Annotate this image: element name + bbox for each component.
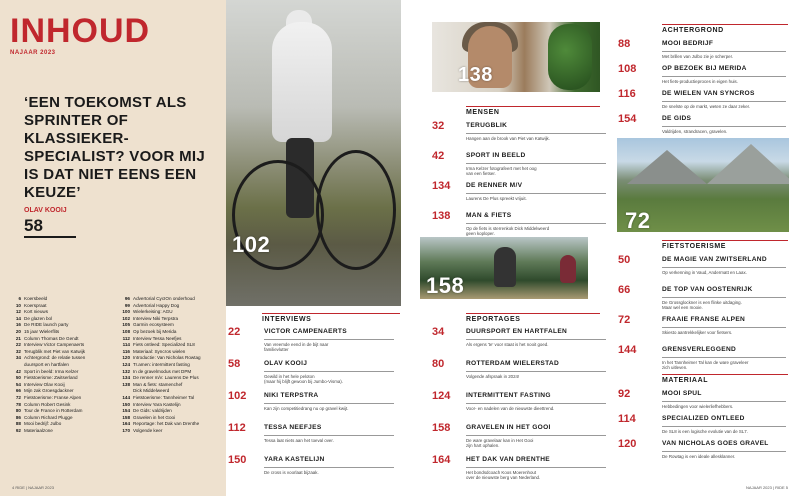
index-row: [10, 415, 111, 422]
cyclist-photo: [226, 0, 401, 306]
index-title: Column Robert Gesink: [24, 401, 71, 407]
toc-description: [466, 339, 606, 347]
index-page-number: 150: [122, 401, 130, 407]
index-page-number: 92: [15, 427, 21, 433]
index-page-number: 86: [15, 414, 21, 420]
toc-page-number: 80: [432, 358, 445, 370]
footer-left: 4 RIDE | NAJAAR 2023: [12, 485, 54, 490]
index-row: [10, 309, 111, 316]
toc-page-number: 124: [432, 390, 451, 402]
index-page-number: 14: [15, 315, 21, 321]
toc-description-line: Hangen aan de brook van Piet van Katwijk.: [466, 135, 550, 141]
index-page-number: 12: [15, 309, 21, 315]
index-page-number: 22: [15, 342, 21, 348]
toc-page-number: 66: [618, 284, 631, 296]
index-page-number: 96: [124, 296, 130, 301]
index-title: Tr.amen: intermittent fasting: [133, 361, 190, 367]
toc-entry: [432, 180, 602, 204]
toc-description-line: Volgende afspraak in 2024!: [466, 373, 520, 379]
index-page-number: [119, 388, 133, 395]
toc-entry: [618, 344, 788, 371]
index-page-number: 54: [15, 381, 21, 387]
index-row: [10, 375, 111, 382]
toc-headline: NIKI TERPSTRA: [264, 392, 319, 399]
index-page-number: 154: [122, 408, 130, 414]
toc-description-line: De SL8 is een logische evolutie van de SL7.: [662, 428, 748, 434]
index-row: [119, 382, 220, 389]
toc-description: [466, 371, 606, 379]
index-title: Fietstoerisme: Franse Alpen: [24, 394, 82, 400]
toc-headline: MOOI SPUL: [662, 390, 702, 397]
index-row: [119, 402, 220, 409]
index-title: Column Thomas De Gendt: [24, 335, 79, 341]
index-page-number: 42: [15, 368, 21, 374]
index-page-number: 132: [122, 368, 130, 374]
index-page-number: 144: [122, 394, 130, 400]
index-row: [119, 303, 220, 310]
toc-description: [466, 403, 606, 411]
rider-shape-2: [560, 255, 576, 283]
toc-entry: [432, 326, 602, 350]
toc-description-line: Van vreemde eend in de bijt naar: [264, 341, 329, 347]
index-page-number: 114: [122, 342, 130, 348]
toc-description: [264, 371, 394, 385]
index-page-number: 170: [122, 427, 130, 433]
index-title: Garmin ecosysteem: [133, 322, 174, 328]
index-row: [10, 428, 111, 435]
toc-page-number: 154: [618, 113, 637, 125]
toc-description-line: Op verkenning in Vaud, Andermatt en Laax.: [662, 269, 747, 275]
index-page-number: 78: [15, 401, 21, 407]
footer-right: NAJAAR 2023 | RIDE 5: [746, 485, 788, 490]
toc-headline: DE WIELEN VAN SYNCROS: [662, 90, 755, 97]
index-row: [10, 421, 111, 428]
rear-wheel: [316, 150, 396, 270]
mountain-peak: [627, 150, 707, 184]
toc-description-line: (maar hij blijft gewoon bij Jumbo-Visma).: [264, 379, 343, 385]
index-title: Interview Tessa Neefjes: [133, 335, 182, 341]
toc-headline: SPORT IN BEELD: [466, 152, 526, 159]
index-title: Column Richard Plugge: [24, 414, 73, 420]
toc-page-number: 72: [618, 314, 631, 326]
index-title: Materiaalzone: [24, 427, 53, 433]
toc-entry: [618, 314, 788, 338]
toc-entry: [618, 113, 788, 137]
toc-description: [662, 297, 786, 311]
mensen-heading: MENSEN: [466, 106, 600, 116]
index-page-number: 99: [124, 302, 130, 308]
toc-page-number: 108: [618, 63, 637, 75]
index-row: [10, 303, 111, 310]
toc-entry: [228, 390, 398, 414]
interviews-heading: INTERVIEWS: [262, 313, 400, 323]
index-row: [10, 329, 111, 336]
quote-author: OLAV KOOIJ: [24, 207, 67, 214]
toc-description-line: Tessa laat niets aan het toeval over.: [264, 437, 334, 443]
index-title: Introductie: Van Nicholas Rowtag: [133, 355, 201, 361]
portrait-photo: [432, 22, 600, 92]
toc-page-number: 138: [432, 210, 451, 222]
toc-description-line: De Rowtag is een ideale allesklanner.: [662, 453, 736, 459]
toc-description: [662, 327, 786, 335]
left-page: [0, 0, 226, 496]
index-page-number: 34: [15, 355, 21, 361]
toc-entry: [432, 150, 602, 177]
jersey-shape: [272, 22, 332, 142]
index-column-right: [119, 296, 220, 434]
toc-entry: [228, 326, 398, 353]
toc-description-line: De ware gravelaar kan in Het Gooi: [466, 437, 534, 443]
toc-headline: YARA KASTELIJN: [264, 456, 325, 463]
toc-entry: [618, 38, 788, 62]
toc-description: [662, 126, 786, 134]
toc-description-line: van een fietser.: [466, 171, 496, 177]
toc-description: [662, 401, 786, 409]
index-title: Mijn zak Groesgdackner: [24, 388, 74, 394]
index-title: Achtergrond: de relatie tussen: [24, 355, 86, 361]
index-page-number: 105: [122, 322, 130, 328]
toc-page-number: 112: [228, 422, 246, 434]
toc-page-number: 164: [432, 454, 451, 466]
index-row: [10, 342, 111, 349]
index-row: [119, 322, 220, 329]
toc-headline: SPECIALIZED ONTLEED: [662, 415, 745, 422]
toc-description-line: geen koploper.: [466, 231, 495, 237]
index-row: [10, 395, 111, 402]
index-title: De RIDE launch party: [24, 322, 69, 328]
index-page-number: 112: [122, 335, 130, 341]
index-title: Interview Olav Kooij: [24, 381, 65, 387]
photo-page-number: 138: [458, 64, 493, 86]
toc-description-line: Voor- en nadelen van de nieuwste dieettrend.: [466, 405, 555, 411]
index-page-number: 158: [122, 414, 130, 420]
index-title: Fietstoerisme: Tannheimer Tal: [133, 394, 195, 400]
index-row: [119, 296, 220, 303]
toc-entry: [432, 454, 602, 481]
index-title: Tour de France in Rotterdam: [24, 408, 83, 414]
toc-description: [466, 435, 606, 449]
index-title: Koerspraat: [24, 302, 47, 308]
index-page-number: 164: [122, 421, 130, 427]
index-title: Materiaal: Syncros wielen: [133, 348, 186, 354]
index-column-left: [10, 296, 111, 434]
index-title: Terugblik met Piet van Katwijk: [24, 348, 86, 354]
toc-page-number: 34: [432, 326, 445, 338]
toc-description-line: De snelste op de markt, weten ze daar zeker.: [662, 103, 751, 109]
toc-description: [264, 339, 394, 353]
toc-page-number: 158: [432, 422, 451, 434]
toc-description-line: Als ergens 'te' voor staat is het nooit goed.: [466, 341, 549, 347]
index-title: Op bezoek bij Merida: [133, 328, 177, 334]
index-page-number: 100: [122, 309, 130, 315]
toc-headline: ROTTERDAM WIELERSTAD: [466, 360, 560, 367]
toc-headline: OP BEZOEK BIJ MERIDA: [662, 65, 747, 72]
index-page-number: 6: [18, 296, 21, 301]
index-page-number: 116: [122, 348, 130, 354]
toc-description: [466, 133, 606, 141]
index-title: Interview Niki Terpstra: [133, 315, 179, 321]
toc-description-line: over de nieuwste berg van Nederland.: [466, 475, 541, 481]
index-row: [119, 415, 220, 422]
toc-entry: [228, 358, 398, 385]
index-title: Kort nieuws: [24, 309, 49, 315]
index-row: [10, 316, 111, 323]
mountain-photo: [617, 138, 789, 232]
toc-entry: [618, 388, 788, 412]
index-row: [119, 329, 220, 336]
photo-page-number: 102: [232, 232, 271, 257]
toc-description-line: Irma Kelzer fotografeert met het oog: [466, 165, 537, 171]
toc-description: [264, 435, 394, 443]
toc-headline: MAN & FIETS: [466, 212, 512, 219]
toc-description-line: Het bondsdcoach Koos Moerenhout: [466, 469, 537, 475]
index-page-number: 138: [122, 381, 130, 387]
index-title: Interview Victor Campenaerts: [24, 342, 85, 348]
photo-page-number: 72: [625, 208, 651, 232]
page-index: [10, 296, 220, 434]
toc-description-line: Hebbedingen voor wielerliefhebbers.: [662, 403, 734, 409]
toc-description-line: Gewild in het hele peloton: [264, 373, 315, 379]
index-page-number: 102: [122, 315, 130, 321]
issue-label: NAJAAR 2023: [10, 50, 56, 56]
toc-entry: [618, 284, 788, 311]
toc-headline: GRENSVERLEGGEND: [662, 346, 737, 353]
toc-description: [662, 426, 786, 434]
toc-headline: OLAV KOOIJ: [264, 360, 308, 367]
index-row: [10, 402, 111, 409]
toc-headline: DE TOP VAN OOSTENRIJK: [662, 286, 753, 293]
index-row: [10, 382, 111, 389]
index-title: Koersbeeld: [24, 296, 48, 301]
toc-description: [466, 163, 606, 177]
toc-description: [264, 467, 394, 475]
index-page-number: 32: [15, 348, 21, 354]
toc-page-number: 88: [618, 38, 631, 50]
index-row: [119, 336, 220, 343]
index-title: Fietstoerisme: Zwitserland: [24, 375, 78, 381]
toc-description: [662, 76, 786, 84]
toc-headline: HET DAK VAN DRENTHE: [466, 456, 550, 463]
index-page-number: 50: [15, 375, 21, 381]
index-title: duursport en hartfalen: [24, 361, 69, 367]
index-row: [10, 369, 111, 376]
toc-entry: [618, 413, 788, 437]
index-row: [10, 388, 111, 395]
toc-page-number: 144: [618, 344, 637, 356]
index-row: [10, 336, 111, 343]
toc-entry: [432, 390, 602, 414]
index-page-number: [10, 362, 24, 369]
toc-description-line: zich uitleven.: [662, 365, 688, 371]
index-title: Gravelen in het Gooi: [133, 414, 176, 420]
index-title: Advertorial Happy Dog: [133, 302, 180, 308]
toc-description-line: familievlutter: [264, 347, 289, 353]
toc-description: [466, 223, 606, 237]
index-row: [119, 408, 220, 415]
toc-page-number: 116: [618, 88, 636, 100]
toc-page-number: 120: [618, 438, 637, 450]
index-row: [119, 355, 220, 362]
index-title: Fiets ontleed: Specialized SL8: [133, 342, 195, 348]
toc-headline: TESSA NEEFJES: [264, 424, 322, 431]
toc-headline: DUURSPORT EN HARTFALEN: [466, 328, 568, 335]
toc-headline: VAN NICHOLAS GOES GRAVEL: [662, 440, 769, 447]
toc-description: [662, 267, 786, 275]
index-row: [10, 355, 111, 362]
toc-headline: VICTOR CAMPENAERTS: [264, 328, 347, 335]
toc-description: [466, 193, 606, 201]
index-page-number: 10: [15, 302, 21, 308]
achtergrond-heading: ACHTERGROND: [662, 24, 788, 34]
index-title: De Gids: valdrijden: [133, 408, 172, 414]
toc-entry: [228, 422, 398, 446]
index-title: Mooi bedrijf: Julbo: [24, 421, 62, 427]
index-title: Sport in beeld: Irma Kelzer: [24, 368, 79, 374]
index-title: De glazen bol: [24, 315, 53, 321]
toc-page-number: 32: [432, 120, 445, 132]
quote-page-number: 58: [24, 216, 76, 238]
index-row: [10, 362, 111, 369]
index-title: De renner m/v: Laurens De Plus: [133, 375, 199, 381]
index-title: Advertorial CycIOn onderhoud: [133, 296, 195, 301]
index-title: 15 jaar Wielerflits: [24, 328, 60, 334]
toc-entry: [228, 454, 398, 478]
toc-headline: TERUGBLIK: [466, 122, 508, 129]
toc-page-number: 42: [432, 150, 445, 162]
page-title: INHOUD: [10, 12, 151, 50]
toc-entry: [432, 358, 602, 382]
index-row: [119, 349, 220, 356]
index-page-number: 72: [15, 394, 21, 400]
index-title: Reportage: het Dak van Drenthe: [133, 421, 200, 427]
index-row: [10, 349, 111, 356]
index-page-number: 120: [122, 355, 130, 361]
toc-entry: [432, 210, 602, 237]
reportages-heading: REPORTAGES: [466, 313, 600, 323]
photo-page-number: 158: [426, 273, 465, 298]
toc-description: [662, 51, 786, 59]
index-page-number: 80: [15, 408, 21, 414]
toc-description-line: zijn hart ophalen.: [466, 443, 500, 449]
index-row: [119, 316, 220, 323]
toc-entry: [618, 438, 788, 462]
index-page-number: 20: [15, 328, 21, 334]
toc-page-number: 22: [228, 326, 241, 338]
toc-entry: [618, 88, 788, 112]
index-row: [119, 375, 220, 382]
index-title: Volgende keer: [133, 427, 163, 433]
index-page-number: 134: [122, 375, 130, 381]
index-title: Interview Yara Kastelijn: [133, 401, 181, 407]
index-title: Dick Middelweerd: [133, 388, 170, 394]
index-row: [119, 421, 220, 428]
toc-page-number: 134: [432, 180, 451, 192]
index-page-number: 124: [122, 361, 130, 367]
toc-page-number: 58: [228, 358, 241, 370]
toc-page-number: 50: [618, 254, 631, 266]
index-row: [119, 369, 220, 376]
rider-shape: [494, 247, 516, 287]
toc-headline: FRAAIE FRANSE ALPEN: [662, 316, 746, 323]
toc-page-number: 150: [228, 454, 247, 466]
index-title: Man & fiets: stamenchef: [133, 381, 183, 387]
toc-description-line: De cross is voorlaat bijzaak.: [264, 469, 319, 475]
toc-description: [662, 357, 786, 371]
toc-page-number: 102: [228, 390, 247, 402]
toc-page-number: 92: [618, 388, 631, 400]
toc-headline: DE MAGIE VAN ZWITSERLAND: [662, 256, 767, 263]
index-page-number: 21: [15, 335, 21, 341]
index-page-number: 16: [15, 322, 21, 328]
toc-page-number: 114: [618, 413, 636, 425]
toc-description: [662, 101, 786, 109]
toc-headline: INTERMITTENT FASTING: [466, 392, 551, 399]
toc-description: [466, 467, 606, 481]
index-title: In de gravelmodus met DPM: [133, 368, 192, 374]
toc-description: [264, 403, 394, 411]
toc-headline: MOOI BEDRIJF: [662, 40, 714, 47]
index-row: [119, 309, 220, 316]
index-page-number: 66: [15, 388, 21, 394]
toc-headline: DE RENNER M/V: [466, 182, 523, 189]
toc-description-line: Met brillen van Julbo zie je scherper.: [662, 53, 734, 59]
index-row: [119, 395, 220, 402]
index-page-number: 108: [122, 328, 130, 334]
toc-description-line: Valdrijden, strandracen, gravelen.: [662, 128, 728, 134]
fietstoerisme-heading: FIETSTOERISME: [662, 240, 788, 250]
index-title: Wielerkeising: AGU: [133, 309, 173, 315]
index-row: [10, 408, 111, 415]
index-page-number: 88: [15, 421, 21, 427]
toc-description-line: In het Tannheimer Tal kan de ware graveleer: [662, 359, 749, 365]
index-row: [119, 428, 220, 435]
toc-entry: [432, 120, 602, 144]
index-row: [10, 322, 111, 329]
toc-description-line: Laurens De Plus spreekt vrijuit.: [466, 195, 527, 201]
toc-description-line: Het fiets-productieproces in eigen huis.: [662, 78, 738, 84]
vegetables-shape: [548, 24, 592, 90]
index-row: [10, 296, 111, 303]
index-row: [119, 388, 220, 395]
toc-description-line: Op de fiets is sterrenkok Dick Middelweerd: [466, 225, 550, 231]
mountain-peak-2: [707, 144, 789, 184]
materiaal-heading: MATERIAAL: [662, 374, 788, 384]
forest-photo: [420, 237, 588, 299]
toc-headline: GRAVELEN IN HET GOOI: [466, 424, 551, 431]
toc-description-line: Skiesto aantrekkelijker voor fietsers.: [662, 329, 733, 335]
index-row: [119, 362, 220, 369]
toc-description-line: De Grossglockner is een flinke uitdaging.: [662, 299, 742, 305]
toc-description-line: Kan zijn competitiedrang nu op gravel kwijt.: [264, 405, 349, 411]
index-row: [119, 342, 220, 349]
pull-quote: ‘EEN TOEKOMST ALS SPRINTER OF KLASSIEKER-SPECIALIST? VOOR MIJ IS DAT NIET EENS EEN KEUZE’: [24, 94, 206, 201]
toc-entry: [618, 63, 788, 87]
toc-description: [662, 451, 786, 459]
toc-headline: DE GIDS: [662, 115, 692, 122]
toc-description-line: Maar wel een mooie.: [662, 305, 703, 311]
toc-entry: [432, 422, 602, 449]
toc-entry: [618, 254, 788, 278]
